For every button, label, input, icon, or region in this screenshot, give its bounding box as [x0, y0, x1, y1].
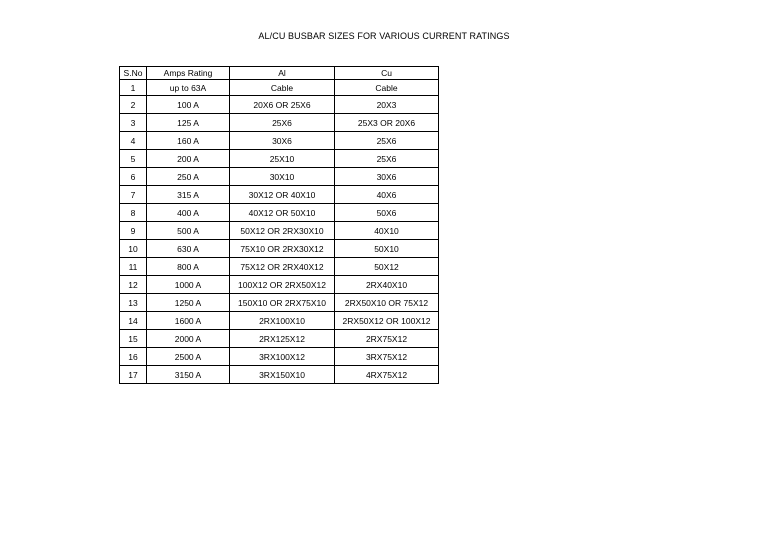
cell-amps-rating: up to 63A [147, 80, 230, 96]
cell-al: 3RX150X10 [230, 366, 335, 384]
cell-al: 2RX125X12 [230, 330, 335, 348]
cell-sno: 8 [120, 204, 147, 222]
table-row [120, 186, 439, 204]
table-row [120, 168, 439, 186]
header-amps-rating: Amps Rating [147, 67, 230, 80]
cell-cu: 25X6 [335, 150, 439, 168]
cell-cu: 2RX50X12 OR 100X12 [335, 312, 439, 330]
cell-sno: 11 [120, 258, 147, 276]
cell-al: 25X10 [230, 150, 335, 168]
table-row [120, 222, 439, 240]
cell-al: 30X6 [230, 132, 335, 150]
cell-amps-rating: 500 A [147, 222, 230, 240]
cell-al: 50X12 OR 2RX30X10 [230, 222, 335, 240]
table-row [120, 366, 439, 384]
cell-amps-rating: 1250 A [147, 294, 230, 312]
cell-amps-rating: 125 A [147, 114, 230, 132]
cell-cu: 3RX75X12 [335, 348, 439, 366]
cell-cu: 2RX75X12 [335, 330, 439, 348]
cell-amps-rating: 800 A [147, 258, 230, 276]
cell-cu: Cable [335, 80, 439, 96]
cell-cu: 50X10 [335, 240, 439, 258]
cell-al: 3RX100X12 [230, 348, 335, 366]
cell-al: 75X10 OR 2RX30X12 [230, 240, 335, 258]
cell-amps-rating: 630 A [147, 240, 230, 258]
cell-al: 30X10 [230, 168, 335, 186]
table-row [120, 348, 439, 366]
table-row [120, 80, 439, 96]
header-cu: Cu [335, 67, 439, 80]
header-al: Al [230, 67, 335, 80]
table-row [120, 294, 439, 312]
table-row [120, 258, 439, 276]
cell-sno: 17 [120, 366, 147, 384]
table-body [120, 80, 439, 384]
cell-amps-rating: 400 A [147, 204, 230, 222]
cell-al: 30X12 OR 40X10 [230, 186, 335, 204]
table-row [120, 96, 439, 114]
cell-al: Cable [230, 80, 335, 96]
cell-amps-rating: 2500 A [147, 348, 230, 366]
cell-al: 2RX100X10 [230, 312, 335, 330]
cell-cu: 20X3 [335, 96, 439, 114]
cell-sno: 10 [120, 240, 147, 258]
cell-sno: 7 [120, 186, 147, 204]
cell-sno: 2 [120, 96, 147, 114]
header-sno: S.No [120, 67, 147, 80]
cell-cu: 2RX50X10 OR 75X12 [335, 294, 439, 312]
cell-sno: 9 [120, 222, 147, 240]
table-row [120, 132, 439, 150]
cell-cu: 25X6 [335, 132, 439, 150]
cell-al: 25X6 [230, 114, 335, 132]
cell-amps-rating: 160 A [147, 132, 230, 150]
cell-sno: 16 [120, 348, 147, 366]
cell-amps-rating: 200 A [147, 150, 230, 168]
cell-al: 40X12 OR 50X10 [230, 204, 335, 222]
cell-sno: 4 [120, 132, 147, 150]
cell-al: 150X10 OR 2RX75X10 [230, 294, 335, 312]
table-row [120, 330, 439, 348]
busbar-size-table [119, 66, 439, 384]
cell-cu: 40X6 [335, 186, 439, 204]
cell-al: 20X6 OR 25X6 [230, 96, 335, 114]
cell-sno: 1 [120, 80, 147, 96]
cell-sno: 12 [120, 276, 147, 294]
cell-sno: 3 [120, 114, 147, 132]
cell-amps-rating: 1600 A [147, 312, 230, 330]
cell-amps-rating: 100 A [147, 96, 230, 114]
cell-amps-rating: 1000 A [147, 276, 230, 294]
cell-amps-rating: 2000 A [147, 330, 230, 348]
table-row [120, 114, 439, 132]
table-row [120, 276, 439, 294]
cell-amps-rating: 3150 A [147, 366, 230, 384]
table-header [120, 67, 439, 80]
cell-amps-rating: 250 A [147, 168, 230, 186]
cell-sno: 15 [120, 330, 147, 348]
table-row [120, 312, 439, 330]
cell-sno: 14 [120, 312, 147, 330]
table-row [120, 150, 439, 168]
cell-cu: 2RX40X10 [335, 276, 439, 294]
cell-cu: 4RX75X12 [335, 366, 439, 384]
cell-cu: 50X6 [335, 204, 439, 222]
cell-sno: 13 [120, 294, 147, 312]
cell-cu: 30X6 [335, 168, 439, 186]
table-row [120, 240, 439, 258]
cell-al: 75X12 OR 2RX40X12 [230, 258, 335, 276]
table-row [120, 204, 439, 222]
cell-cu: 40X10 [335, 222, 439, 240]
cell-al: 100X12 OR 2RX50X12 [230, 276, 335, 294]
cell-sno: 5 [120, 150, 147, 168]
cell-cu: 50X12 [335, 258, 439, 276]
header-row [120, 67, 439, 80]
cell-amps-rating: 315 A [147, 186, 230, 204]
page-title: AL/CU BUSBAR SIZES FOR VARIOUS CURRENT RATINGS [258, 31, 510, 41]
cell-cu: 25X3 OR 20X6 [335, 114, 439, 132]
cell-sno: 6 [120, 168, 147, 186]
